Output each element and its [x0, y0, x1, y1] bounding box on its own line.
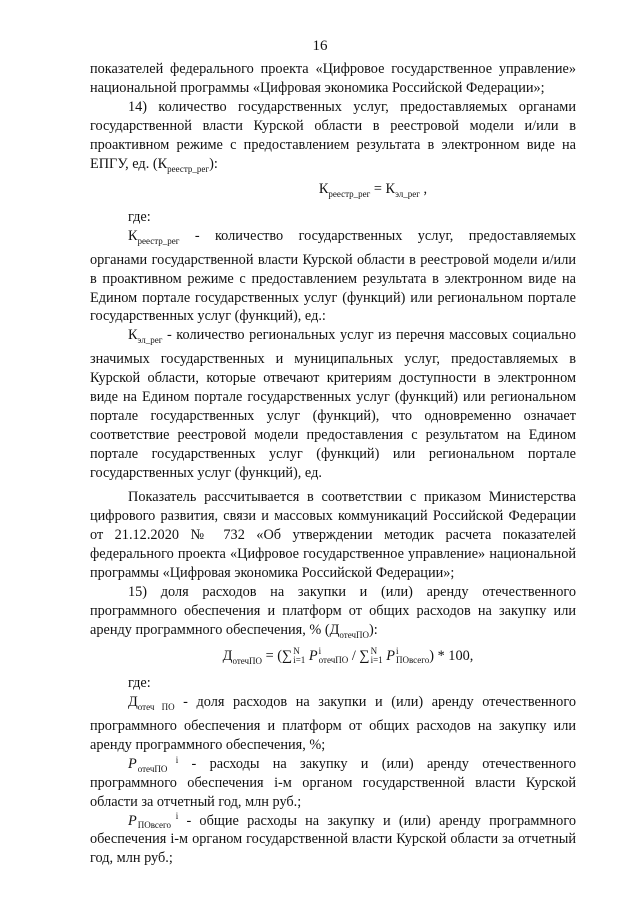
- item-15-close: ):: [369, 621, 378, 638]
- def-5-indices: [138, 812, 179, 830]
- page-number: 16: [312, 38, 328, 54]
- def-1-text: - количество государственных услуг, предоставляемых органами государственной власти Курской области в реестровой модели и/или в проактивном режиме с предоставлением результата в электронном виде на Едином портале государственных услуг (функций) или региональном портале государственных услуг (функций), ед.:: [90, 227, 576, 325]
- def-5-text: - общие расходы на закупку и (или) аренду программного обеспечения i-м органом государственной власти Курской области за отчетный год, млн руб.;: [90, 812, 576, 867]
- def-3-text: - доля расходов на закупки и (или) аренду отечественного программного обеспечения и платформ от общих расходов на закупку или аренду программного обеспечения, %;: [90, 694, 576, 753]
- item-14-text: 14) количество государственных услуг, предоставляемых органами государственной власти Курской области в реестровой модели и/или в проактивном режиме с предоставлением результата в электронном виде на ЕПГУ, ед. (К: [90, 98, 576, 172]
- def-5-sup: i: [175, 811, 179, 822]
- p1-sub: отечПО: [318, 655, 349, 666]
- formula-2-p2: P: [386, 647, 395, 664]
- def-5-symbol: P: [128, 812, 137, 829]
- where-1: где:: [128, 209, 151, 226]
- def-3-sub: отеч ПО: [137, 702, 175, 713]
- sum-2-top: N: [370, 646, 378, 657]
- definition-2: [90, 326, 576, 482]
- formula-2-lhs: Д: [222, 647, 233, 664]
- sum-2-bottom: i=1: [370, 655, 383, 666]
- item-14-close: ):: [209, 155, 218, 172]
- p2-sup: i: [395, 646, 399, 657]
- def-3-symbol: Д: [128, 694, 138, 711]
- item-15-text: 15) доля расходов на закупки и (или) аренду отечественного программного обеспечения и платформ от общих расходов на закупку или аренду программного обеспечения, % (Д: [90, 584, 576, 638]
- definition-1: [90, 227, 576, 326]
- def-1-symbol: К: [128, 227, 138, 244]
- sum-1-top: N: [293, 646, 300, 657]
- formula-1-lhs: К: [318, 181, 329, 198]
- document-body: [90, 60, 576, 868]
- def-4-text: - расходы на закупку и (или) аренду отечественного программного обеспечения i-м органом государственной власти Курской области за отчетный год, млн руб.;: [90, 755, 576, 810]
- definition-3: [90, 693, 576, 755]
- def-2-symbol: К: [128, 327, 138, 344]
- formula-2-sum-1: = (∑: [262, 647, 293, 664]
- formula-2-sum-1-limits: [293, 647, 305, 665]
- formula-1-rhs-sub: эл_рег: [395, 189, 420, 200]
- formula-1-lhs-sub: реестр_рег: [328, 189, 371, 200]
- formula-1-end: ,: [419, 181, 428, 198]
- formula-2: [90, 647, 576, 671]
- where-2: где:: [128, 675, 151, 692]
- formula-2-sum-2: / ∑: [348, 647, 370, 664]
- item-14-sub: реестр_рег: [167, 163, 210, 174]
- def-4-symbol: P: [128, 755, 137, 772]
- sum-1-bottom: i=1: [293, 655, 306, 666]
- formula-2-lhs-sub: отечПО: [232, 655, 263, 666]
- p1-sup: i: [318, 646, 322, 657]
- def-2-text: - количество региональных услуг из перечня массовых социально значимых государственных и муниципальных услуг, предоставляемых в Курской области, которые отвечают критериям доступности в электронном виде на Едином портале государственных услуг (функций) или региональном портале государственных услуг (функций), что одновременно означает соответствие реестровой модели предоставления с результатом на Едином портале государственных услуг (функций) или региональном портале государственных услуг (функций), ед.: [90, 327, 576, 481]
- formula-2-p1-indices: [319, 647, 349, 665]
- formula-2-end: ) * 100,: [429, 647, 474, 664]
- formula-2-p1: P: [308, 647, 318, 664]
- formula-1-eq: = К: [370, 181, 396, 198]
- formula-1: [90, 180, 576, 204]
- definition-4: [90, 755, 576, 812]
- item-14: [90, 98, 576, 178]
- formula-2-sum-2-limits: [371, 647, 383, 665]
- def-5-sub: ПОвсего: [137, 820, 171, 831]
- paragraph-intro: показателей федерального проекта «Цифровое государственное управление» национальной программы «Цифровая экономика Российской Федерации»;: [90, 61, 576, 96]
- def-2-sub: эл_рег: [137, 335, 163, 346]
- p2-sub: ПОвсего: [395, 655, 430, 666]
- def-4-sup: i: [175, 754, 179, 765]
- item-15-sub: отечПО: [339, 629, 370, 640]
- def-1-sub: реестр_рег: [137, 235, 180, 246]
- item-15: [90, 583, 576, 645]
- def-4-sub: отечПО: [137, 763, 168, 774]
- def-4-indices: [138, 756, 179, 774]
- paragraph-calculation: Показатель рассчитывается в соответствии с приказом Министерства цифрового развития, связи и массовых коммуникаций Российской Федерации от 21.12.2020 № 732 «Об утверждении методик расчета показателей федерального проекта «Цифровое государственное управление» национальной программы «Цифровая экономика Российской Федерации»;: [90, 489, 576, 582]
- definition-5: [90, 812, 576, 869]
- formula-2-p2-indices: [396, 647, 429, 665]
